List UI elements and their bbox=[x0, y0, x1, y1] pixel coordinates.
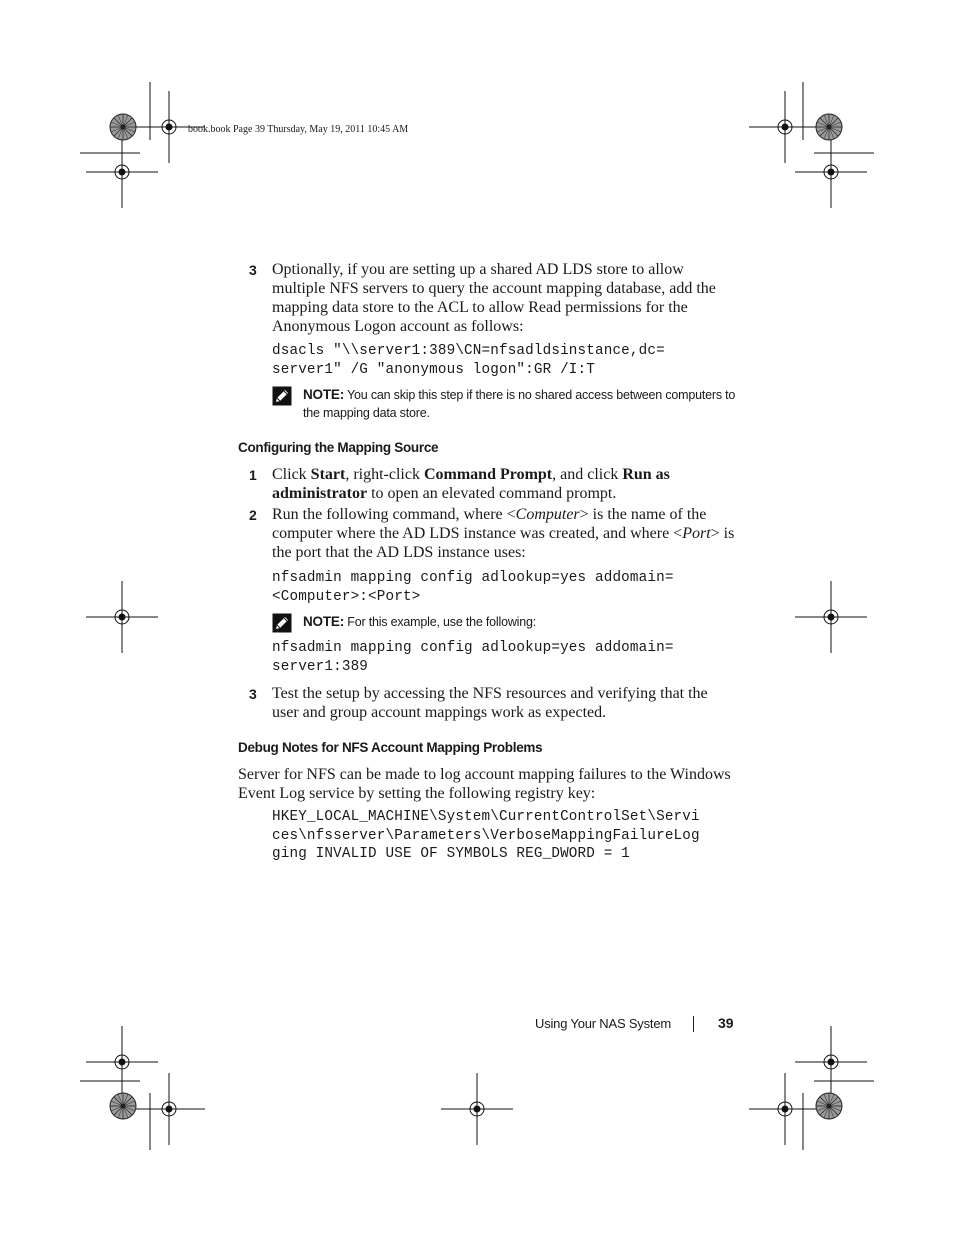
footer-separator bbox=[693, 1016, 694, 1032]
ui-term-command-prompt: Command Prompt bbox=[423, 466, 553, 483]
placeholder-computer: Computer bbox=[515, 506, 580, 523]
text-run: , right-click bbox=[345, 466, 424, 483]
heading-configuring-mapping-source: Configuring the Mapping Source bbox=[238, 440, 439, 455]
step-number: 3 bbox=[249, 686, 257, 702]
code-block-nfsadmin-example: nfsadmin mapping config adlookup=yes addomain= server1:389 bbox=[272, 640, 674, 675]
placeholder-port: Port bbox=[682, 525, 711, 542]
code-block-dsacls: dsacls "\\server1:389\CN=nfsadldsinstance,dc= server1" /G "anonymous logon":GR /I:T bbox=[272, 343, 665, 378]
text-run: , and click bbox=[552, 466, 623, 483]
step-text: Test the setup by accessing the NFS resources and verifying that the user and group account mappings work as expected. bbox=[272, 685, 708, 721]
text-run: Run the following command, where < bbox=[272, 506, 516, 523]
note-skip-step bbox=[303, 386, 743, 422]
step-text bbox=[272, 465, 747, 503]
code-block-nfsadmin-generic: nfsadmin mapping config adlookup=yes addomain= <Computer>:<Port> bbox=[272, 570, 674, 605]
pencil-note-icon bbox=[272, 386, 292, 406]
step-number: 1 bbox=[249, 467, 257, 483]
text-run: > is the name of the computer where the AD LDS instance was created, and where < bbox=[272, 506, 707, 542]
note-label: NOTE: bbox=[303, 387, 344, 402]
ui-term-run-as-administrator: Run as administrator bbox=[272, 466, 670, 502]
note-label: NOTE: bbox=[303, 614, 344, 629]
text-run: to open an elevated command prompt. bbox=[367, 485, 617, 502]
step-text bbox=[272, 505, 737, 562]
text-run: Click bbox=[272, 466, 311, 483]
page-number: 39 bbox=[718, 1015, 734, 1031]
step-number: 2 bbox=[249, 507, 257, 523]
file-info-header: book.book Page 39 Thursday, May 19, 2011 10:45 AM bbox=[188, 124, 409, 135]
pencil-note-icon bbox=[272, 613, 292, 633]
step-number: 3 bbox=[249, 262, 257, 278]
note-text: For this example, use the following: bbox=[344, 615, 537, 629]
ui-term-start: Start bbox=[310, 466, 346, 483]
paragraph-debug: Server for NFS can be made to log account mapping failures to the Windows Event Log service by setting the following registry key: bbox=[238, 766, 731, 802]
note-example bbox=[303, 613, 743, 631]
note-text: You can skip this step if there is no shared access between computers to the mapping data store. bbox=[303, 388, 736, 420]
code-block-registry-key: HKEY_LOCAL_MACHINE\System\CurrentControlSet\Servi ces\nfsserver\Parameters\VerboseMappingFailureLog ging INVALID USE OF SYMBOLS REG_DWORD = 1 bbox=[272, 809, 700, 862]
step-text: Optionally, if you are setting up a shared AD LDS store to allow multiple NFS servers to query the account mapping database, add the mapping data store to the ACL to allow Read permissions for the Anonymous Logon account as follows: bbox=[272, 261, 716, 335]
footer-section-title: Using Your NAS System bbox=[535, 1016, 671, 1031]
text-run: > is the port that the AD LDS instance uses: bbox=[272, 525, 735, 561]
heading-debug-notes: Debug Notes for NFS Account Mapping Problems bbox=[238, 740, 543, 755]
